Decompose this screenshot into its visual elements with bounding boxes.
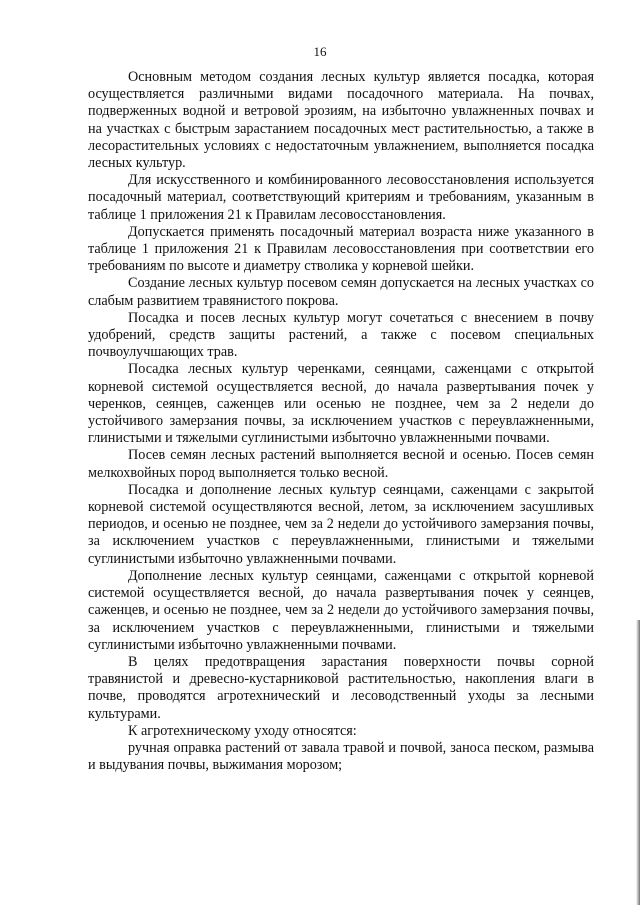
paragraph-planting-method: Основным методом создания лесных культур является посадка, которая осуществляется различными видами посадочного материала. На почвах, подверженных водной и ветровой эрозиям, на избыточно увлажненных почвах и на участках с быстрым зарастанием посадочных мест растительностью, а также в лесорастительных условиях с недостаточным увлажнением, выполняется посадка лесных культур.	[88, 69, 594, 172]
paragraph-seed-sowing: Создание лесных культур посевом семян допускается на лесных участках со слабым развитием травянистого покрова.	[88, 275, 594, 309]
paragraph-manual-care: ручная оправка растений от завала травой и почвой, заноса песком, размыва и выдувания почвы, выжимания морозом;	[88, 739, 594, 774]
document-body	[88, 69, 594, 774]
page-number: 16	[313, 44, 327, 59]
paragraph-planting-material: Для искусственного и комбинированного лесовосстановления используется посадочный материал, соответствующий критериям и требованиям, указанным в таблице 1 приложения 21 к Правилам лесовосстановления.	[88, 172, 594, 223]
scan-edge-shadow	[636, 620, 640, 905]
paragraph-agrotech-care-heading: К агротехническому уходу относятся:	[128, 722, 357, 739]
paragraph-open-root-planting: Посадка лесных культур черенками, сеянцами, саженцами с открытой корневой системой осуществляется весной, до начала развертывания почек у черенков, сеянцев, саженцев или осенью не позднее, чем за 2 недели до устойчивого замерзания почвы, за исключением участков с переувлажненными, глинистыми и тяжелыми суглинистыми избыточно увлажненными почвами.	[88, 361, 594, 447]
paragraph-fertilizers: Посадка и посев лесных культур могут сочетаться с внесением в почву удобрений, средств защиты растений, а также с посевом специальных почвоулучшающих трав.	[88, 309, 594, 361]
paragraph-material-age: Допускается применять посадочный материал возраста ниже указанного в таблице 1 приложения 21 к Правилам лесовосстановления при соответствии его требованиям по высоте и диаметру стволика у корневой шейки.	[88, 223, 594, 275]
paragraph-closed-root-planting: Посадка и дополнение лесных культур сеянцами, саженцами с закрытой корневой системой осуществляются весной, летом, за исключением засушливых периодов, и осенью не позднее, чем за 2 недели до устойчивого замерзания почвы, за исключением участков с переувлажненными, глинистыми и тяжелыми суглинистыми избыточно увлажненными почвами.	[88, 481, 594, 567]
paragraph-open-root-supplement: Дополнение лесных культур сеянцами, саженцами с открытой корневой системой осуществляется весной, до начала развертывания почек у сеянцев, саженцев, и осенью не позднее, чем за 2 недели до устойчивого замерзания почвы, за исключением участков с переувлажненными, глинистыми и тяжелыми суглинистыми избыточно увлажненными почвами.	[88, 567, 594, 653]
paragraph-seed-season: Посев семян лесных растений выполняется весной и осенью. Посев семян мелкохвойных пород выполняется только весной.	[88, 447, 594, 481]
paragraph-care-purpose: В целях предотвращения зарастания поверхности почвы сорной травянистой и древесно-кустарниковой растительностью, накопления влаги в почве, проводятся агротехнический и лесоводственный уходы за лесными культурами.	[88, 653, 594, 722]
